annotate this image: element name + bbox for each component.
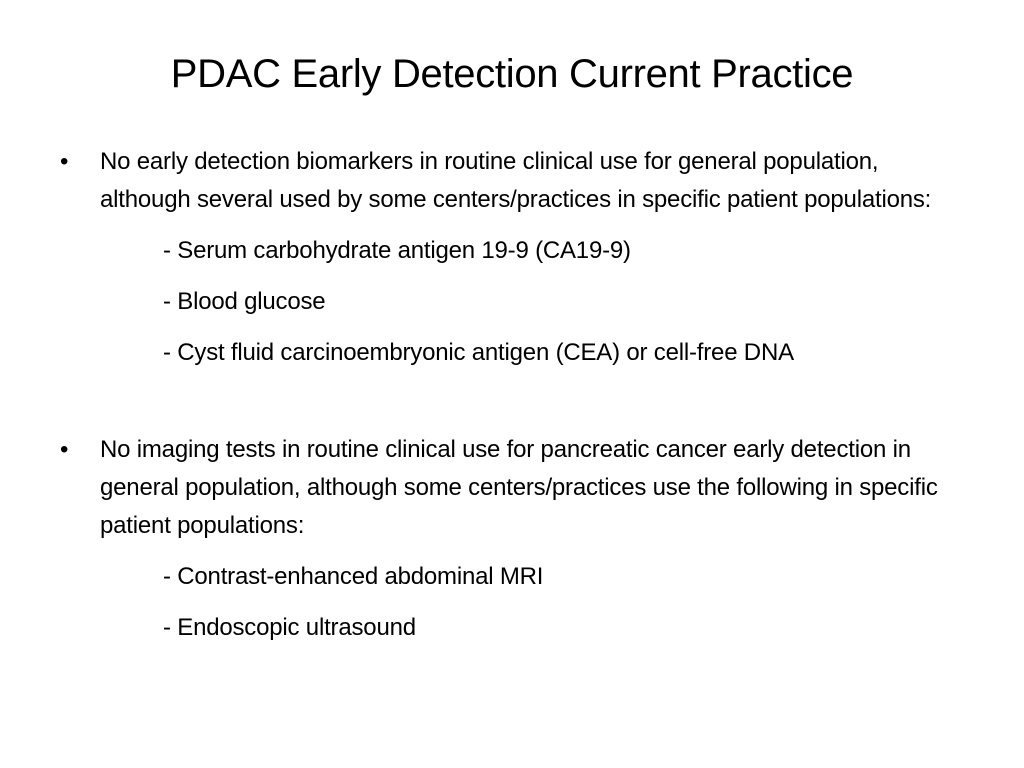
bullet-marker: •	[60, 148, 69, 175]
bullet-text: No early detection biomarkers in routine clinical use for general population, although several used by some centers/practices in specific patient populations:	[100, 148, 932, 213]
sub-item-cyst-fluid-cea: - Cyst fluid carcinoembryonic antigen (CEA) or cell-free DNA	[163, 339, 794, 366]
sub-item-endoscopic-ultrasound: - Endoscopic ultrasound	[163, 614, 416, 641]
sub-item-mri: - Contrast-enhanced abdominal MRI	[163, 563, 544, 590]
bullet-marker: •	[60, 436, 69, 463]
slide-title: PDAC Early Detection Current Practice	[170, 52, 854, 96]
sub-item-ca19-9: - Serum carbohydrate antigen 19-9 (CA19-9)	[163, 237, 631, 264]
bullet-imaging	[60, 431, 960, 647]
bullet-text: No imaging tests in routine clinical use for pancreatic cancer early detection in general population, although some centers/practices use the following in specific patient populations:	[100, 436, 938, 539]
sub-item-blood-glucose: - Blood glucose	[163, 288, 326, 315]
bullet-row	[60, 431, 960, 545]
bullet-row	[60, 143, 960, 219]
bullet-biomarkers	[60, 143, 960, 372]
